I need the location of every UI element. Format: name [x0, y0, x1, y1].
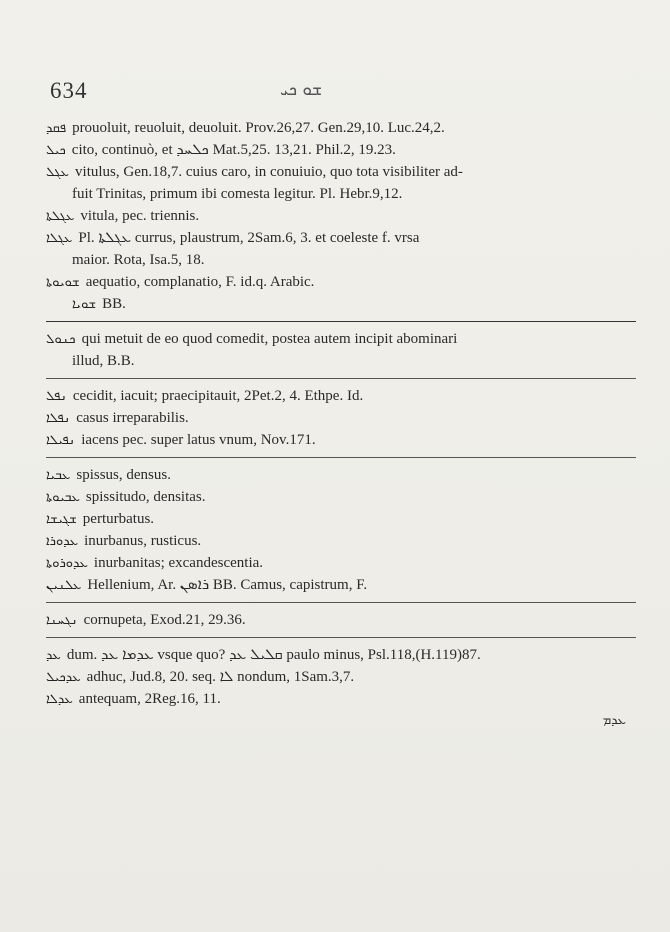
- latin-gloss: inurbanus, rusticus.: [84, 533, 202, 549]
- latin-gloss: Pl. ܥܓܠܬܐ currus, plaustrum, 2Sam.6, 3. et coeleste f. vrsa: [78, 230, 420, 246]
- syriac-headword: ܥܕ: [46, 648, 61, 663]
- latin-gloss: cito, continuò, et ܟܠܚܕ Mat.5,25. 13,21. Phil.2, 19.23.: [71, 142, 396, 158]
- entry-line: [46, 407, 636, 429]
- syriac-headword: ܢܦܠܐ: [46, 411, 71, 426]
- entry-line: [46, 227, 636, 249]
- entry-section: [46, 464, 636, 596]
- latin-gloss: illud, B.B.: [72, 353, 135, 369]
- catchword: ܥܕܡ: [602, 713, 626, 728]
- syriac-headword: ܢܦܝܠܐ: [46, 433, 76, 448]
- entry-line: [46, 249, 636, 271]
- syriac-headword: ܫܘܝܘܬܐ: [46, 275, 80, 290]
- entry-line: [46, 552, 636, 574]
- syriac-headword: ܫܓܝܫܐ: [46, 512, 77, 527]
- entry-line: [46, 486, 636, 508]
- entry-line: [46, 574, 636, 596]
- entry-line: [46, 666, 636, 688]
- syriac-headword: ܥܒܝܘܬܐ: [46, 490, 80, 505]
- entry-line: [46, 464, 636, 486]
- entry-line: [46, 183, 636, 205]
- syriac-headword: ܥܓܠܐ: [46, 231, 73, 246]
- syriac-headword: ܢܓܚܢܐ: [46, 613, 78, 628]
- entry-line: [46, 271, 636, 293]
- syriac-headword: ܥܓܠܬܐ: [46, 209, 75, 224]
- entry-line: [46, 508, 636, 530]
- entry-section: [46, 117, 636, 315]
- entry-line: [46, 688, 636, 710]
- section-rule: [46, 321, 636, 322]
- entry-section: [46, 609, 636, 631]
- syriac-headword: ܥܕܘܪܐ: [46, 534, 79, 549]
- running-head: ܫܘ ܟܝ: [280, 80, 323, 100]
- syriac-headword: ܥܕܠܐ: [46, 692, 73, 707]
- latin-gloss: cornupeta, Exod.21, 29.36.: [83, 612, 246, 628]
- entry-line: [46, 609, 636, 631]
- entry-line: [46, 293, 636, 315]
- page-header: [50, 78, 630, 108]
- latin-gloss: maior. Rota, Isa.5, 18.: [72, 252, 205, 268]
- syriac-headword: ܫܘܝܐ: [72, 297, 97, 312]
- syriac-headword: ܥܕܘܪܘܬܐ: [46, 556, 88, 571]
- entry-line: [46, 530, 636, 552]
- page-number: 634: [50, 78, 88, 103]
- latin-gloss: antequam, 2Reg.16, 11.: [78, 691, 221, 707]
- latin-gloss: casus irreparabilis.: [76, 410, 189, 426]
- dictionary-entries: [46, 117, 636, 732]
- latin-gloss: prouoluit, reuoluit, deuoluit. Prov.26,27. Gen.29,10. Luc.24,2.: [72, 120, 445, 136]
- latin-gloss: perturbatus.: [82, 511, 155, 527]
- syriac-headword: ܥܓܠ: [46, 165, 70, 180]
- section-rule: [46, 378, 636, 379]
- section-rule: [46, 457, 636, 458]
- latin-gloss: aequatio, complanatio, F. id.q. Arabic.: [85, 274, 315, 290]
- syriac-headword: ܥܠܢܝܢ: [46, 578, 82, 593]
- entry-line: [46, 644, 636, 666]
- latin-gloss: Hellenium, Ar. ܪܐܣܢ BB. Camus, capistrum, F.: [87, 577, 368, 593]
- syriac-headword: ܦܩܕ: [46, 121, 67, 136]
- latin-gloss: spissitudo, densitas.: [85, 489, 206, 505]
- syriac-headword: ܟܝܠ: [46, 143, 66, 158]
- entry-section: [46, 328, 636, 372]
- section-rule: [46, 637, 636, 638]
- entry-line: [46, 205, 636, 227]
- entry-line: [46, 139, 636, 161]
- entry-line: [46, 385, 636, 407]
- latin-gloss: BB.: [102, 296, 126, 312]
- latin-gloss: spissus, densus.: [76, 467, 171, 483]
- section-rule: [46, 602, 636, 603]
- entry-line: [46, 429, 636, 451]
- latin-gloss: adhuc, Jud.8, 20. seq. ܠܐ nondum, 1Sam.3,7.: [86, 669, 355, 685]
- latin-gloss: vitula, pec. triennis.: [80, 208, 200, 224]
- entry-line: [46, 161, 636, 183]
- entry-line: [46, 117, 636, 139]
- entry-line: [46, 350, 636, 372]
- syriac-headword: ܥܕܟܝܠ: [46, 670, 81, 685]
- latin-gloss: dum. ܥܕܡܐ ܥܕ vsque quo? ܩܠܝܠ ܥܕ paulo minus, Psl.118,(H.119)87.: [66, 647, 481, 663]
- latin-gloss: qui metuit de eo quod comedit, postea autem incipit abominari: [81, 331, 458, 347]
- latin-gloss: vitulus, Gen.18,7. cuius caro, in conuiuio, quo tota visibiliter ad-: [75, 164, 463, 180]
- latin-gloss: cecidit, iacuit; praecipitauit, 2Pet.2, 4. Ethpe. Id.: [72, 388, 364, 404]
- entry-section: [46, 385, 636, 451]
- syriac-headword: ܢܦܠ: [46, 389, 67, 404]
- latin-gloss: fuit Trinitas, primum ibi comesta legitur. Pl. Hebr.9,12.: [72, 186, 403, 202]
- catchword-line: [46, 710, 636, 732]
- syriac-headword: ܟܢܘܠ: [46, 332, 76, 347]
- latin-gloss: inurbanitas; excandescentia.: [93, 555, 264, 571]
- entry-section: [46, 644, 636, 710]
- syriac-headword: ܥܒܝܐ: [46, 468, 71, 483]
- entry-line: [46, 328, 636, 350]
- latin-gloss: iacens pec. super latus vnum, Nov.171.: [81, 432, 316, 448]
